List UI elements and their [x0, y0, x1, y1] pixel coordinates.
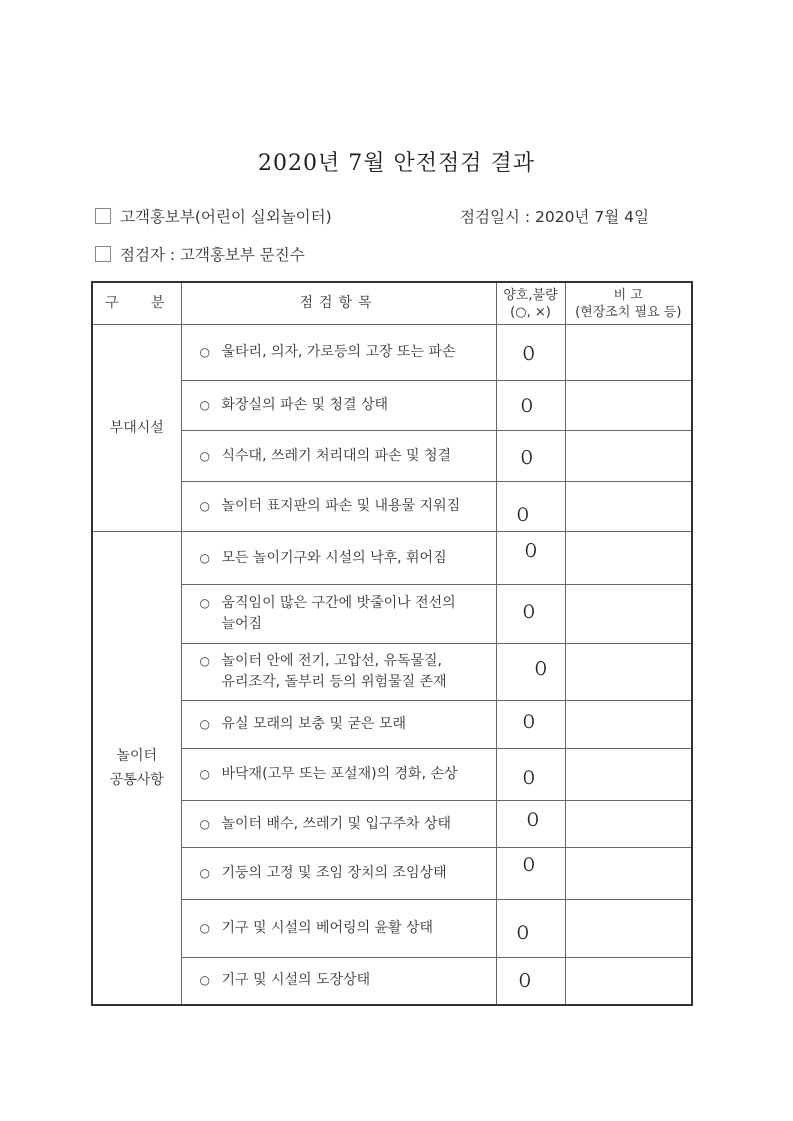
inspector-label: 점검자	[120, 246, 165, 264]
header-note-line1: 비 고	[613, 287, 643, 303]
table-row	[92, 958, 692, 1005]
note-cell[interactable]	[565, 958, 692, 1005]
note-cell[interactable]	[565, 701, 692, 749]
check-item-text: 기둥의 고정 및 조임 장치의 조임상태	[221, 865, 447, 881]
check-item-text: 바닥재(고무 또는 포설재)의 경화, 손상	[221, 766, 458, 782]
table-row	[92, 482, 692, 532]
bullet-icon: ○	[199, 816, 210, 831]
result-cell[interactable]	[496, 431, 565, 482]
note-cell[interactable]	[565, 749, 692, 801]
bullet-icon: ○	[199, 398, 210, 412]
inspection-date-value: 2020년 7월 4일	[534, 208, 649, 226]
header-note	[565, 282, 692, 325]
check-item-text: 울타리, 의자, 가로등의 고장 또는 파손	[221, 344, 456, 360]
department-text: 고객홍보부(어린이 실외놀이터)	[120, 208, 332, 226]
result-mark: O	[522, 601, 535, 623]
result-mark: O	[521, 342, 535, 366]
result-cell[interactable]	[496, 958, 565, 1005]
bullet-icon: ○	[199, 596, 210, 610]
table-row	[92, 381, 692, 431]
bullet-icon: ○	[199, 717, 210, 731]
department-line	[95, 205, 332, 227]
table-row	[92, 749, 692, 801]
inspection-table	[91, 281, 693, 1006]
bullet-icon: ○	[199, 921, 210, 935]
category-label-line2: 공통사항	[109, 771, 164, 788]
note-cell[interactable]	[565, 848, 692, 900]
check-item-cell	[181, 644, 496, 701]
inspector-line: 점검자 : 고객홍보부 문진수	[95, 243, 305, 265]
header-note-line2: (현장조치 필요 등)	[575, 304, 682, 320]
header-result	[496, 282, 565, 325]
check-item-text: 놀이터 배수, 쓰레기 및 입구주차 상태	[221, 815, 452, 832]
check-item-text: 모든 놀이기구와 시설의 낙후, 휘어짐	[221, 549, 447, 566]
result-cell[interactable]	[496, 801, 565, 848]
result-cell[interactable]	[496, 532, 565, 585]
header-item: 점검항목	[181, 282, 496, 325]
table-row	[92, 900, 692, 958]
bullet-icon: ○	[199, 499, 210, 513]
table-header-row	[92, 282, 692, 325]
header-result-line2: (○, ×)	[510, 304, 551, 320]
category-cell	[92, 325, 181, 532]
result-mark: O	[523, 539, 538, 563]
note-cell[interactable]	[565, 482, 692, 532]
note-cell[interactable]	[565, 532, 692, 585]
category-cell	[92, 532, 181, 1005]
result-mark: O	[516, 504, 529, 526]
note-cell[interactable]	[565, 900, 692, 958]
result-mark: O	[520, 395, 533, 417]
check-item-text: 기구 및 시설의 도장상태	[221, 972, 371, 989]
bullet-icon: ○	[199, 866, 210, 880]
result-cell[interactable]	[496, 701, 565, 749]
result-cell[interactable]	[496, 749, 565, 801]
table-row	[92, 325, 692, 381]
category-label: 부대시설	[109, 420, 164, 436]
check-item-cell	[181, 900, 496, 958]
result-cell[interactable]	[496, 325, 565, 381]
category-label: 놀이터	[116, 747, 158, 764]
inspection-date-line: 점검일시 : 2020년 7월 4일	[460, 208, 649, 226]
check-item-text: 식수대, 쓰레기 처리대의 파손 및 청결	[221, 447, 452, 464]
check-item-cell	[181, 431, 496, 482]
header-category: 구 분	[92, 282, 181, 325]
check-item-text: 놀이터 안에 전기, 고압선, 유독물질,	[221, 653, 442, 669]
check-item-cell	[181, 532, 496, 585]
result-mark: O	[533, 657, 547, 681]
bullet-icon: ○	[199, 973, 210, 988]
result-cell[interactable]	[496, 585, 565, 644]
table-row	[92, 431, 692, 482]
bullet-icon: ○	[199, 767, 210, 781]
check-item-cell	[181, 585, 496, 644]
header-result-line1: 양호,불량	[503, 287, 558, 303]
table-row	[92, 801, 692, 848]
note-cell[interactable]	[565, 431, 692, 482]
result-mark: O	[522, 767, 535, 789]
inspector-checkbox[interactable]	[95, 246, 111, 262]
table-row	[92, 532, 692, 585]
check-item-cell	[181, 381, 496, 431]
table-row	[92, 848, 692, 900]
check-item-cell	[181, 749, 496, 801]
check-item-cell	[181, 848, 496, 900]
result-mark: O	[517, 969, 531, 993]
result-cell[interactable]	[496, 848, 565, 900]
check-item-text: 유실 모래의 보충 및 굳은 모래	[221, 716, 407, 732]
table-row	[92, 585, 692, 644]
inspector-name: 고객홍보부 문진수	[180, 246, 305, 264]
check-item-text: 움직임이 많은 구간에 밧줄이나 전선의	[221, 595, 456, 611]
check-item-text: 기구 및 시설의 베어링의 윤활 상태	[221, 920, 434, 936]
note-cell[interactable]	[565, 325, 692, 381]
bullet-icon: ○	[199, 345, 210, 359]
page-title: 2020년 7월 안전점검 결과	[258, 151, 535, 176]
result-cell[interactable]	[496, 644, 565, 701]
result-mark: O	[522, 711, 535, 733]
bullet-icon: ○	[199, 448, 210, 463]
check-item-cell	[181, 701, 496, 749]
table-row	[92, 701, 692, 749]
result-mark: O	[516, 922, 529, 944]
department-checkbox[interactable]	[95, 208, 111, 224]
result-cell[interactable]	[496, 482, 565, 532]
bullet-icon: ○	[199, 550, 210, 565]
bullet-icon: ○	[199, 654, 210, 668]
result-mark: O	[519, 446, 533, 470]
note-cell[interactable]	[565, 801, 692, 848]
note-cell[interactable]	[565, 644, 692, 701]
inspection-date-label: 점검일시	[460, 208, 520, 226]
check-item-cell	[181, 482, 496, 532]
check-item-cell	[181, 958, 496, 1005]
note-cell[interactable]	[565, 381, 692, 431]
check-item-text-line2: 늘어짐	[221, 616, 263, 632]
result-mark: O	[522, 854, 535, 876]
check-item-text: 놀이터 표지판의 파손 및 내용물 지워짐	[221, 498, 461, 514]
result-mark: O	[526, 809, 539, 831]
check-item-cell	[181, 325, 496, 381]
check-item-text: 화장실의 파손 및 청결 상태	[221, 397, 389, 413]
check-item-cell	[181, 801, 496, 848]
result-cell[interactable]	[496, 900, 565, 958]
table-row	[92, 644, 692, 701]
result-cell[interactable]	[496, 381, 565, 431]
check-item-text-line2: 유리조각, 돌부리 등의 위험물질 존재	[221, 674, 447, 690]
note-cell[interactable]	[565, 585, 692, 644]
